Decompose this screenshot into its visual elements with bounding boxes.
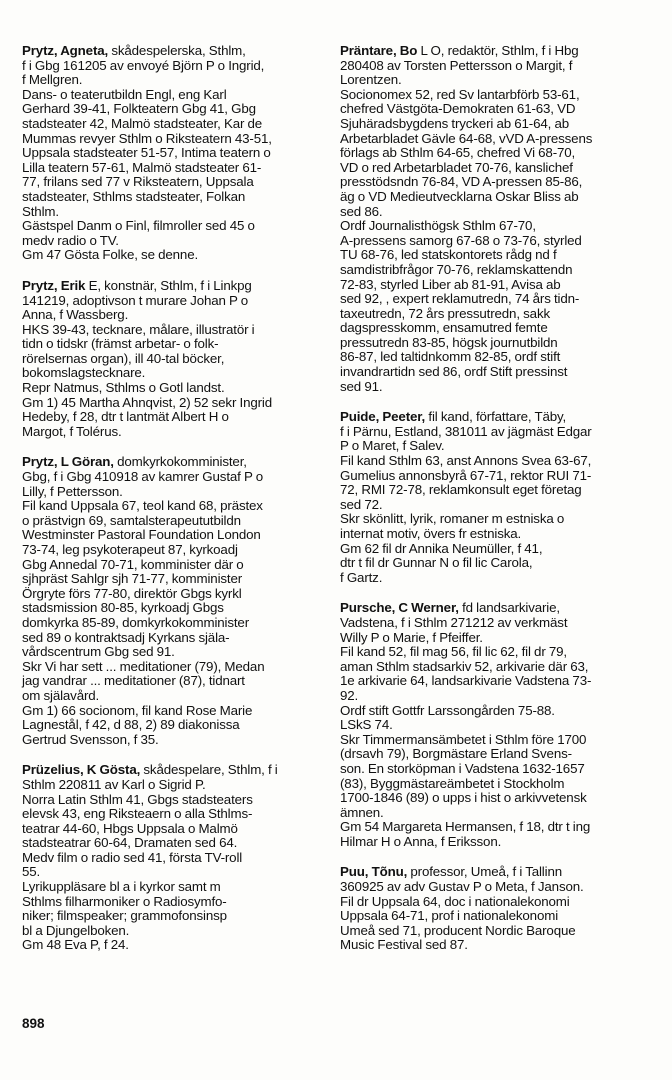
entry-line: Vadstena, f i Sthlm 271212 av verkmäst bbox=[340, 614, 568, 630]
entry-line: Gerhard 39-41, Folkteatern Gbg 41, Gbg bbox=[22, 101, 256, 117]
entry-line: vårdscentrum Gbg sed 91. bbox=[22, 644, 175, 660]
entry-line bbox=[22, 455, 322, 470]
entry-line: sed 89 o kontraktsadj Kyrkans själa- bbox=[22, 629, 230, 645]
entry-name: Prytz, Erik bbox=[22, 277, 86, 293]
entry-line: Repr Natmus, Sthlms o Gotl landst. bbox=[22, 380, 225, 396]
entry-line: f Gartz. bbox=[340, 569, 383, 585]
entry-line: 86-87, led taltidnkomm 82-85, ordf stift bbox=[340, 349, 561, 365]
entry-line: P o Maret, f Salev. bbox=[340, 438, 445, 454]
entry-line: Fil kand Sthlm 63, anst Annons Svea 63-67, bbox=[340, 453, 592, 469]
entry-name: Präntare, Bo bbox=[340, 43, 418, 58]
entry-text: domkyrkokomminister, bbox=[113, 454, 247, 470]
entry-line: Gbg, f i Gbg 410918 av kamrer Gustaf P o bbox=[22, 469, 264, 485]
entry-line: sed 72. bbox=[340, 496, 383, 512]
entry-line: Gumelius annonsbyrå 67-71, rektor RUI 71- bbox=[340, 467, 592, 483]
entry-text: fd landsarkivarie, bbox=[458, 600, 560, 616]
entry-line: Music Festival sed 87. bbox=[340, 937, 468, 953]
entry-line: Lorentzen. bbox=[340, 72, 402, 88]
entry-text: skådespelerska, Sthlm, bbox=[108, 43, 246, 58]
entry-text: L O, redaktör, Sthlm, f i Hbg bbox=[417, 43, 579, 58]
entry-line bbox=[340, 601, 646, 616]
entry-line: Willy P o Marie, f Pfeiffer. bbox=[340, 629, 483, 645]
entry-line: pressutredn 83-85, högsk journutbildn bbox=[340, 334, 558, 350]
entry-text: professor, Umeå, f i Tallinn bbox=[407, 864, 562, 880]
entry-line: 1700-1846 (89) o upps i hist o arkivvetensk bbox=[340, 790, 587, 806]
entry-name: Pursche, C Werner, bbox=[340, 600, 459, 616]
entry-line: 141219, adoptivson t murare Johan P o bbox=[22, 292, 249, 308]
entry-line: Arbetarbladet Gävle 64-68, vVD A-pressens bbox=[340, 130, 593, 146]
entry-line: ämnen. bbox=[340, 804, 384, 820]
entry-line: A-pressens samorg 67-68 o 73-76, styrled bbox=[340, 232, 582, 248]
entry-line: sjhpräst Sahlgr sjh 71-77, komminister bbox=[22, 571, 243, 587]
entry-line: 1e arkivarie 64, landsarkivarie Vadstena 73- bbox=[340, 673, 592, 689]
entry-line: Mummas revyer Sthlm o Riksteatern 43-51, bbox=[22, 130, 272, 146]
entry-line: (drsavh 79), Borgmästare Erland Svens- bbox=[340, 746, 572, 762]
entry-line: Norra Latin Sthlm 41, Gbgs stadsteaters bbox=[22, 791, 253, 807]
entry-line: Margot, f Tolérus. bbox=[22, 423, 122, 439]
entry-line: Westminster Pastoral Foundation London bbox=[22, 527, 261, 543]
entry-line: stadsteater, Sthlms stadsteater, Folkan bbox=[22, 188, 246, 204]
entry-line: teatrar 44-60, Hbgs Uppsala o Malmö bbox=[22, 820, 238, 836]
entry-line: 280408 av Torsten Pettersson o Margit, f bbox=[340, 57, 573, 73]
entry-line: Ordf Journalisthögsk Sthlm 67-70, bbox=[340, 218, 536, 234]
entry-line: Uppsala stadsteater 51-57, Intima teatern o bbox=[22, 145, 271, 161]
entry-line: rörelsernas organ), ill 40-tal böcker, bbox=[22, 350, 225, 366]
entry-line: Uppsala 64-71, prof i nationalekonomi bbox=[340, 908, 559, 924]
entry-line bbox=[340, 410, 646, 425]
entry-line bbox=[340, 865, 646, 880]
entry-text: skådespelare, Sthlm, f i bbox=[140, 762, 278, 778]
biography-entry bbox=[340, 601, 646, 849]
biography-entry bbox=[22, 44, 322, 263]
entry-line: Skr Timmermansämbetet i Sthlm före 1700 bbox=[340, 731, 587, 747]
entry-line: Sthlm 220811 av Karl o Sigrid P. bbox=[22, 776, 206, 792]
entry-line: Gbg Annedal 70-71, komminister där o bbox=[22, 556, 244, 572]
entry-name: Puu, Tõnu, bbox=[340, 864, 408, 880]
entry-line: f i Gbg 161205 av envoyé Björn P o Ingrid, bbox=[22, 57, 265, 73]
entry-line: Fil kand Uppsala 67, teol kand 68, prästex bbox=[22, 498, 263, 514]
biography-entry bbox=[340, 410, 646, 585]
entry-line: 72-83, styrled Liber ab 81-91, Avisa ab bbox=[340, 276, 561, 292]
entry-line: tidn o tidskr (främst arbetar- o folk- bbox=[22, 336, 219, 352]
entry-line: chefred Västgöta-Demokraten 61-63, VD bbox=[340, 101, 576, 117]
entry-line: son. En storköpman i Vadstena 1632-1657 bbox=[340, 760, 585, 776]
entry-line: Fil dr Uppsala 64, doc i nationalekonomi bbox=[340, 893, 570, 909]
entry-line: stadsteatrar 60-64, Dramaten sed 64. bbox=[22, 835, 238, 851]
entry-line: niker; filmspeaker; grammofonsinsp bbox=[22, 908, 227, 924]
entry-text: E, konstnär, Sthlm, f i Linkpg bbox=[85, 277, 252, 293]
entry-line: Lilla teatern 57-61, Malmö stadsteater 61- bbox=[22, 159, 262, 175]
entry-line: stadsteater 42, Malmö stadsteater, Kar de bbox=[22, 115, 263, 131]
entry-line: Gm 1) 45 Martha Ahnqvist, 2) 52 sekr Ingrid bbox=[22, 394, 272, 410]
entry-line: HKS 39-43, tecknare, målare, illustratör i bbox=[22, 321, 255, 337]
entry-line: Gertrud Svensson, f 35. bbox=[22, 731, 159, 747]
entry-line: Hilmar H o Anna, f Eriksson. bbox=[340, 833, 502, 849]
entry-line: Sthlms filharmoniker o Radiosymfo- bbox=[22, 893, 227, 909]
left-column bbox=[22, 44, 322, 969]
entry-line: jag vandrar ... meditationer (87), tidnart bbox=[22, 673, 245, 689]
right-column bbox=[340, 44, 646, 969]
entry-line: Lagnestål, f 42, d 88, 2) 89 diakonissa bbox=[22, 717, 240, 733]
entry-line: 72, RMI 72-78, reklamkonsult eget företag bbox=[340, 482, 582, 498]
entry-line: domkyrka 85-89, domkyrkokomminister bbox=[22, 614, 249, 630]
entry-line: LSkS 74. bbox=[340, 717, 393, 733]
entry-line: Hedeby, f 28, dtr t lantmät Albert H o bbox=[22, 409, 229, 425]
entry-line: Gm 1) 66 socionom, fil kand Rose Marie bbox=[22, 702, 253, 718]
biography-entry bbox=[340, 44, 646, 394]
entry-line: bl a Djungelboken. bbox=[22, 922, 130, 938]
entry-line: Anna, f Wassberg. bbox=[22, 307, 129, 323]
entry-line: Umeå sed 71, producent Nordic Baroque bbox=[340, 922, 576, 938]
entry-line: Gästspel Danm o Finl, filmroller sed 45 o bbox=[22, 218, 255, 234]
entry-line bbox=[22, 44, 322, 59]
entry-name: Puide, Peeter, bbox=[340, 409, 426, 425]
entry-line: Skr Vi har sett ... meditationer (79), Medan bbox=[22, 658, 265, 674]
entry-line: Fil kand 52, fil mag 56, fil lic 62, fil dr 79, bbox=[340, 644, 567, 660]
entry-line: Skr skönlitt, lyrik, romaner m estniska o bbox=[340, 511, 565, 527]
entry-line: om själavård. bbox=[22, 687, 100, 703]
entry-line: 360925 av adv Gustav P o Meta, f Janson. bbox=[340, 879, 584, 895]
entry-line: f i Pärnu, Estland, 381011 av jägmäst Edgar bbox=[340, 423, 592, 439]
entry-line: sed 86. bbox=[340, 203, 383, 219]
entry-name: Prytz, L Göran, bbox=[22, 454, 114, 470]
biography-entry bbox=[22, 455, 322, 747]
entry-line: taxeutredn, 72 års pressutredn, sakk bbox=[340, 305, 550, 321]
entry-text: fil kand, författare, Täby, bbox=[425, 409, 567, 425]
entry-line: aman Sthlm stadsarkiv 52, arkivarie där 63, bbox=[340, 658, 589, 674]
entry-line: elevsk 43, eng Riksteaern o alla Sthlms- bbox=[22, 806, 253, 822]
entry-line: 55. bbox=[22, 864, 41, 880]
entry-line: invandrartidn sed 86, ordf Stift pressinst bbox=[340, 364, 568, 380]
entry-line: internat motiv, övers fr estniska. bbox=[340, 526, 522, 541]
entry-line: förlags ab Sthlm 64-65, chefred Vi 68-70, bbox=[340, 145, 576, 161]
entry-line: Gm 54 Margareta Hermansen, f 18, dtr t ing bbox=[340, 819, 591, 835]
entry-line: Sjuhäradsbygdens tryckeri ab 61-64, ab bbox=[340, 115, 569, 131]
entry-line: Sthlm. bbox=[22, 203, 59, 219]
entry-line bbox=[340, 44, 646, 59]
entry-line: TU 68-76, led statskontorets rådg nd f bbox=[340, 247, 557, 263]
entry-line: (83), Byggmästareämbetet i Stockholm bbox=[340, 775, 565, 791]
entry-line: dagspresskomm, ensamutred femte bbox=[340, 320, 548, 336]
entry-line: VD o red Arbetarbladet 70-76, kanslichef bbox=[340, 159, 573, 175]
entry-line: äg o VD Medieutvecklarna Oskar Bliss ab bbox=[340, 188, 579, 204]
biography-entry bbox=[22, 763, 322, 953]
entry-line: dtr t fil dr Gunnar N o fil lic Carola, bbox=[340, 555, 533, 571]
entry-line bbox=[22, 763, 322, 778]
entry-line: samdistribfrågor 70-76, reklamskattendn bbox=[340, 261, 573, 277]
entry-line: sed 92, , expert reklamutredn, 74 års tidn- bbox=[340, 291, 580, 307]
entry-line: 77, frilans sed 77 v Riksteatern, Uppsala bbox=[22, 174, 254, 190]
entry-line: 92. bbox=[340, 687, 359, 703]
entry-line: Örgryte förs 77-80, direktör Gbgs kyrkl bbox=[22, 585, 242, 601]
entry-line: o prästvign 69, samtalsterapeututbildn bbox=[22, 512, 241, 528]
entry-line: Gm 48 Eva P, f 24. bbox=[22, 937, 129, 953]
entry-name: Prytz, Agneta, bbox=[22, 43, 109, 58]
entry-line: Dans- o teaterutbildn Engl, eng Karl bbox=[22, 86, 227, 102]
entry-line: presstödsndn 76-84, VD A-pressen 85-86, bbox=[340, 174, 583, 190]
entry-line: stadsmission 80-85, kyrkoadj Gbgs bbox=[22, 600, 224, 616]
entry-line: medv radio o TV. bbox=[22, 232, 119, 248]
entry-line bbox=[22, 279, 322, 294]
entry-line: Lyrikuppläsare bl a i kyrkor samt m bbox=[22, 879, 221, 895]
entry-line: sed 91. bbox=[340, 378, 383, 394]
entry-line: Medv film o radio sed 41, första TV-roll bbox=[22, 849, 243, 865]
biography-entry bbox=[22, 279, 322, 440]
entry-line: Gm 47 Gösta Folke, se denne. bbox=[22, 247, 199, 263]
entry-line: bokomslagstecknare. bbox=[22, 365, 146, 381]
entry-line: Lilly, f Pettersson. bbox=[22, 483, 123, 499]
entry-line: Socionomex 52, red Sv lantarbförb 53-61, bbox=[340, 86, 580, 102]
entry-line: f Mellgren. bbox=[22, 72, 83, 88]
entry-line: 73-74, leg psykoterapeut 87, kyrkoadj bbox=[22, 542, 238, 557]
entry-line: Ordf stift Gottfr Larssongården 75-88. bbox=[340, 702, 555, 718]
page-number: 898 bbox=[22, 1016, 45, 1031]
entry-name: Prüzelius, K Gösta, bbox=[22, 762, 141, 778]
biography-entry bbox=[340, 865, 646, 953]
entry-line: Gm 62 fil dr Annika Neumüller, f 41, bbox=[340, 540, 543, 556]
